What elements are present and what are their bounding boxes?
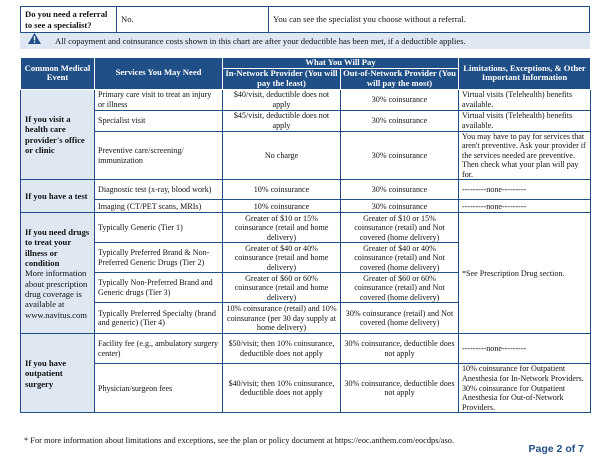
service-cell: Specialist visit: [95, 110, 223, 131]
out-network-cost: 30% coinsurance: [341, 200, 459, 213]
header-out-network: Out-of-Network Provider (You will pay the most): [341, 69, 459, 90]
out-network-cost: 30% coinsurance: [341, 180, 459, 200]
service-cell: Diagnostic test (x-ray, blood work): [95, 180, 223, 200]
warning-icon: [28, 33, 41, 49]
header-event: Common Medical Event: [21, 58, 95, 90]
drugs-more-info: More information about prescription drug coverage is available at www.navitus.com: [25, 268, 88, 320]
out-network-cost: Greater of $40 or 40% coinsurance (retail) and Not covered (home delivery): [341, 243, 459, 273]
page-number: Page 2 of 7: [528, 443, 584, 455]
out-network-cost: 30% coinsurance: [341, 89, 459, 110]
in-network-cost: 10% coinsurance: [223, 180, 341, 200]
referral-answer: No.: [117, 7, 269, 33]
service-cell: Physician/surgeon fees: [95, 364, 223, 413]
out-network-cost: 30% coinsurance, deductible does not apply: [341, 334, 459, 364]
header-limitations: Limitations, Exceptions, & Other Important Information: [459, 58, 591, 90]
in-network-cost: $40/visit, deductible does not apply: [223, 89, 341, 110]
limitation-cell: 10% coinsurance for Outpatient Anesthesia for In-Network Providers. 30% coinsurance for Outpatient Anesthesia for Out-of-Network Providers.: [459, 364, 591, 413]
limitation-cell: ---------none---------: [459, 180, 591, 200]
service-cell: Preventive care/screening/ immunization: [95, 131, 223, 180]
service-cell: Primary care visit to treat an injury or illness: [95, 89, 223, 110]
referral-explanation: You can see the specialist you choose without a referral.: [269, 7, 590, 33]
limitation-cell: ---------none---------: [459, 334, 591, 364]
limitation-cell: Virtual visits (Telehealth) benefits available.: [459, 89, 591, 110]
limitation-cell: You may have to pay for services that aren't preventive. Ask your provider if the services needed are preventive. Then check what your plan will pay for.: [459, 131, 591, 180]
in-network-cost: 10% coinsurance: [223, 200, 341, 213]
coverage-table: [20, 57, 591, 413]
in-network-cost: 10% coinsurance (retail) and 10% coinsurance (per 30 day supply at home delivery): [223, 303, 341, 334]
out-network-cost: 30% coinsurance: [341, 131, 459, 180]
header-services: Services You May Need: [95, 58, 223, 90]
in-network-cost: Greater of $60 or 60% coinsurance (retail and home delivery): [223, 273, 341, 303]
in-network-cost: Greater of $40 or 40% coinsurance (retail and home delivery): [223, 243, 341, 273]
service-cell: Typically Preferred Specialty (brand and generic) (Tier 4): [95, 303, 223, 334]
in-network-cost: $50/visit; then 10% coinsurance, deductible does not apply: [223, 334, 341, 364]
drug-limitation-cell: *See Prescription Drug section.: [459, 213, 591, 334]
deductible-notice: [20, 33, 590, 49]
drugs-title: If you need drugs to treat your illness or condition: [25, 227, 90, 269]
event-drugs: [21, 213, 95, 334]
event-outpatient: If you have outpatient surgery: [21, 334, 95, 413]
in-network-cost: No charge: [223, 131, 341, 180]
limitation-cell: ---------none---------: [459, 200, 591, 213]
service-cell: Facility fee (e.g., ambulatory surgery center): [95, 334, 223, 364]
service-cell: Imaging (CT/PET scans, MRIs): [95, 200, 223, 213]
limitation-cell: Virtual visits (Telehealth) benefits available.: [459, 110, 591, 131]
out-network-cost: Greater of $10 or 15% coinsurance (retail) and Not covered (home delivery): [341, 213, 459, 243]
referral-question: Do you need a referral to see a specialist?: [21, 7, 117, 33]
out-network-cost: 30% coinsurance: [341, 110, 459, 131]
notice-text: All copayment and coinsurance costs shown in this chart are after your deductible has been met, if a deductible applies.: [55, 36, 466, 46]
service-cell: Typically Non-Preferred Brand and Generic drugs (Tier 3): [95, 273, 223, 303]
service-cell: Typically Generic (Tier 1): [95, 213, 223, 243]
in-network-cost: $40/visit; then 10% coinsurance, deductible does not apply: [223, 364, 341, 413]
in-network-cost: Greater of $10 or 15% coinsurance (retail and home delivery): [223, 213, 341, 243]
in-network-cost: $45/visit, deductible does not apply: [223, 110, 341, 131]
event-test: If you have a test: [21, 180, 95, 213]
header-in-network: In-Network Provider (You will pay the least): [223, 69, 341, 90]
event-health-care: If you visit a health care provider's office or clinic: [21, 89, 95, 180]
referral-table: [20, 6, 590, 33]
header-what-you-pay: What You Will Pay: [223, 58, 459, 69]
service-cell: Typically Preferred Brand & Non-Preferred Generic Drugs (Tier 2): [95, 243, 223, 273]
out-network-cost: 30% coinsurance, deductible does not apply: [341, 364, 459, 413]
out-network-cost: 30% coinsurance (retail) and Not covered (home delivery): [341, 303, 459, 334]
out-network-cost: Greater of $60 or 60% coinsurance (retail) and Not covered (home delivery): [341, 273, 459, 303]
footnote: * For more information about limitations and exceptions, see the plan or policy document at https://eoc.anthem.com/eocdps/aso.: [24, 436, 455, 445]
